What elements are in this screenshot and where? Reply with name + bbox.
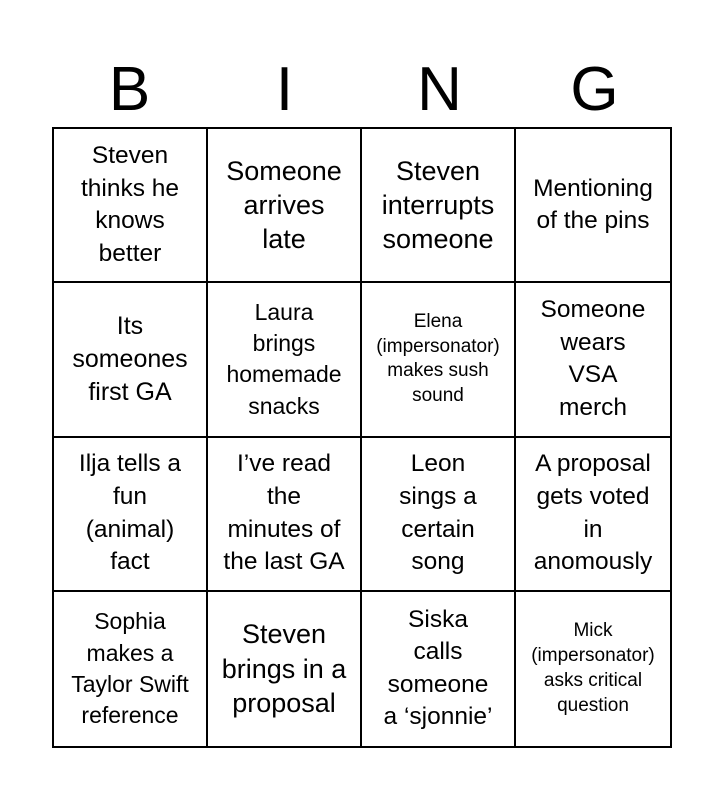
bingo-cell-r2c1[interactable]: Its someones first GA bbox=[54, 283, 208, 437]
bingo-cell-r2c4[interactable]: Someone wears VSA merch bbox=[516, 283, 670, 437]
bingo-cell-r1c3[interactable]: Steven interrupts someone bbox=[362, 129, 516, 283]
bingo-cell-r2c2[interactable]: Laura brings homemade snacks bbox=[208, 283, 362, 437]
header-letter-n: N bbox=[417, 55, 462, 124]
bingo-cell-r2c3[interactable]: Elena (impersonator) makes sush sound bbox=[362, 283, 516, 437]
bingo-cell-r3c2[interactable]: I’ve read the minutes of the last GA bbox=[208, 438, 362, 592]
bingo-cell-r3c4[interactable]: A proposal gets voted in anomously bbox=[516, 438, 670, 592]
header-letter-g: G bbox=[570, 55, 619, 124]
bingo-board bbox=[52, 127, 672, 748]
bingo-cell-r1c2[interactable]: Someone arrives late bbox=[208, 129, 362, 283]
bingo-cell-r4c4[interactable]: Mick (impersonator) asks critical question bbox=[531, 620, 655, 716]
header-letter-b: B bbox=[108, 55, 151, 124]
bingo-cell-r4c2[interactable]: Steven brings in a proposal bbox=[208, 592, 362, 746]
bingo-cell-r1c1[interactable]: Steven thinks he knows better bbox=[54, 129, 208, 283]
bingo-cell-r3c3[interactable]: Leon sings a certain song bbox=[362, 438, 516, 592]
bingo-cell-r4c1[interactable]: Sophia makes a Taylor Swift reference bbox=[54, 592, 208, 746]
header-letter-i: I bbox=[275, 55, 294, 124]
bingo-cell-r3c1[interactable]: Ilja tells a fun (animal) fact bbox=[54, 438, 208, 592]
bingo-header bbox=[52, 52, 672, 128]
bingo-cell-r4c3[interactable]: Siska calls someone a ‘sjonnie’ bbox=[362, 592, 516, 746]
bingo-cell-r1c4[interactable]: Mentioning of the pins bbox=[516, 129, 670, 283]
